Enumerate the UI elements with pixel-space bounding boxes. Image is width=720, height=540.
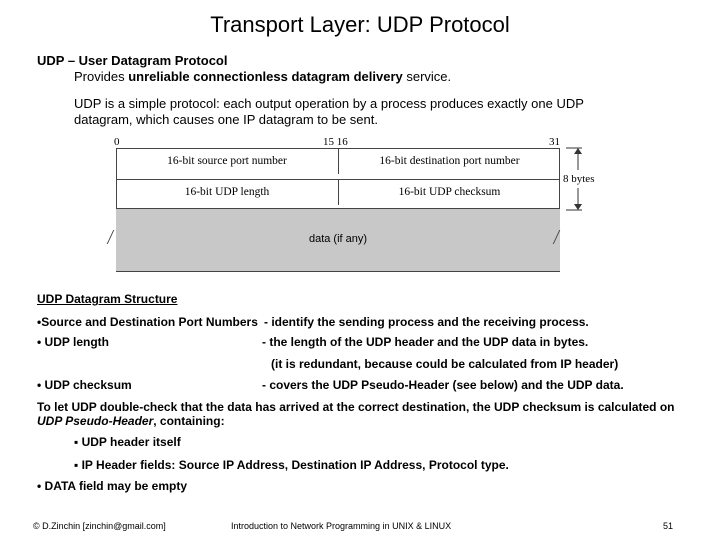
checksum-label: • UDP checksum [37,378,132,392]
page-title: Transport Layer: UDP Protocol [210,12,510,37]
port-label: •Source and Destination Port Numbers [37,315,258,329]
data-field-label: data (if any) [308,233,368,245]
dest-port-field: 16-bit destination port number [379,155,520,167]
header-row-2 [116,179,560,205]
data-field-note: • DATA field may be empty [37,479,188,493]
length-note: (it is redundant, because could be calculated from IP header) [271,357,619,371]
intro-paragraph-line2: datagram, which causes one IP datagram to be sent. [74,112,378,127]
footer-author: © D.Zinchin [zinchin@gmail.com] [33,521,166,531]
udp-datagram-diagram [116,148,560,270]
bit-15-16-label: 15 16 [323,136,348,148]
source-port-field: 16-bit source port number [167,155,287,167]
summary-bold: unreliable connectionless datagram delivery [128,69,403,84]
bit-31-label: 31 [549,136,560,148]
bit-0-label: 0 [114,136,120,148]
bytes-label: 8 bytes [563,173,595,185]
structure-heading: UDP Datagram Structure [37,292,178,306]
pseudo-item-ip-fields: ▪ IP Header fields: Source IP Address, Destination IP Address, Protocol type. [74,458,509,472]
udp-length-field: 16-bit UDP length [184,186,270,198]
checksum-description: - covers the UDP Pseudo-Header (see below) and the UDP data. [262,378,624,392]
data-field [116,208,560,272]
udp-checksum-field: 16-bit UDP checksum [398,186,501,198]
header-row-1 [116,148,560,174]
intro-paragraph-line1: UDP is a simple protocol: each output operation by a process produces exactly one UDP [74,96,584,111]
checksum-paragraph-line2 [37,414,225,428]
summary-suffix: service. [402,69,452,84]
summary-prefix: Provides [74,69,129,84]
length-label: • UDP length [37,335,109,349]
diagram-left-border [116,148,117,208]
checksum-paragraph-rest: , containing: [153,414,225,428]
udp-summary [74,69,451,84]
port-description: - identify the sending process and the receiving process. [264,315,589,329]
pseudo-item-udp-header: ▪ UDP header itself [74,435,181,449]
checksum-paragraph-line1: To let UDP double-check that the data has arrived at the correct destination, the UDP checksum is calculated on [37,400,675,414]
length-description: - the length of the UDP header and the UDP data in bytes. [262,335,589,349]
pseudo-header-term: UDP Pseudo-Header [37,414,154,428]
page-number: 51 [663,521,674,531]
udp-heading: UDP – User Datagram Protocol [37,53,228,68]
footer-course-title: Introduction to Network Programming in UNIX & LINUX [231,521,452,531]
